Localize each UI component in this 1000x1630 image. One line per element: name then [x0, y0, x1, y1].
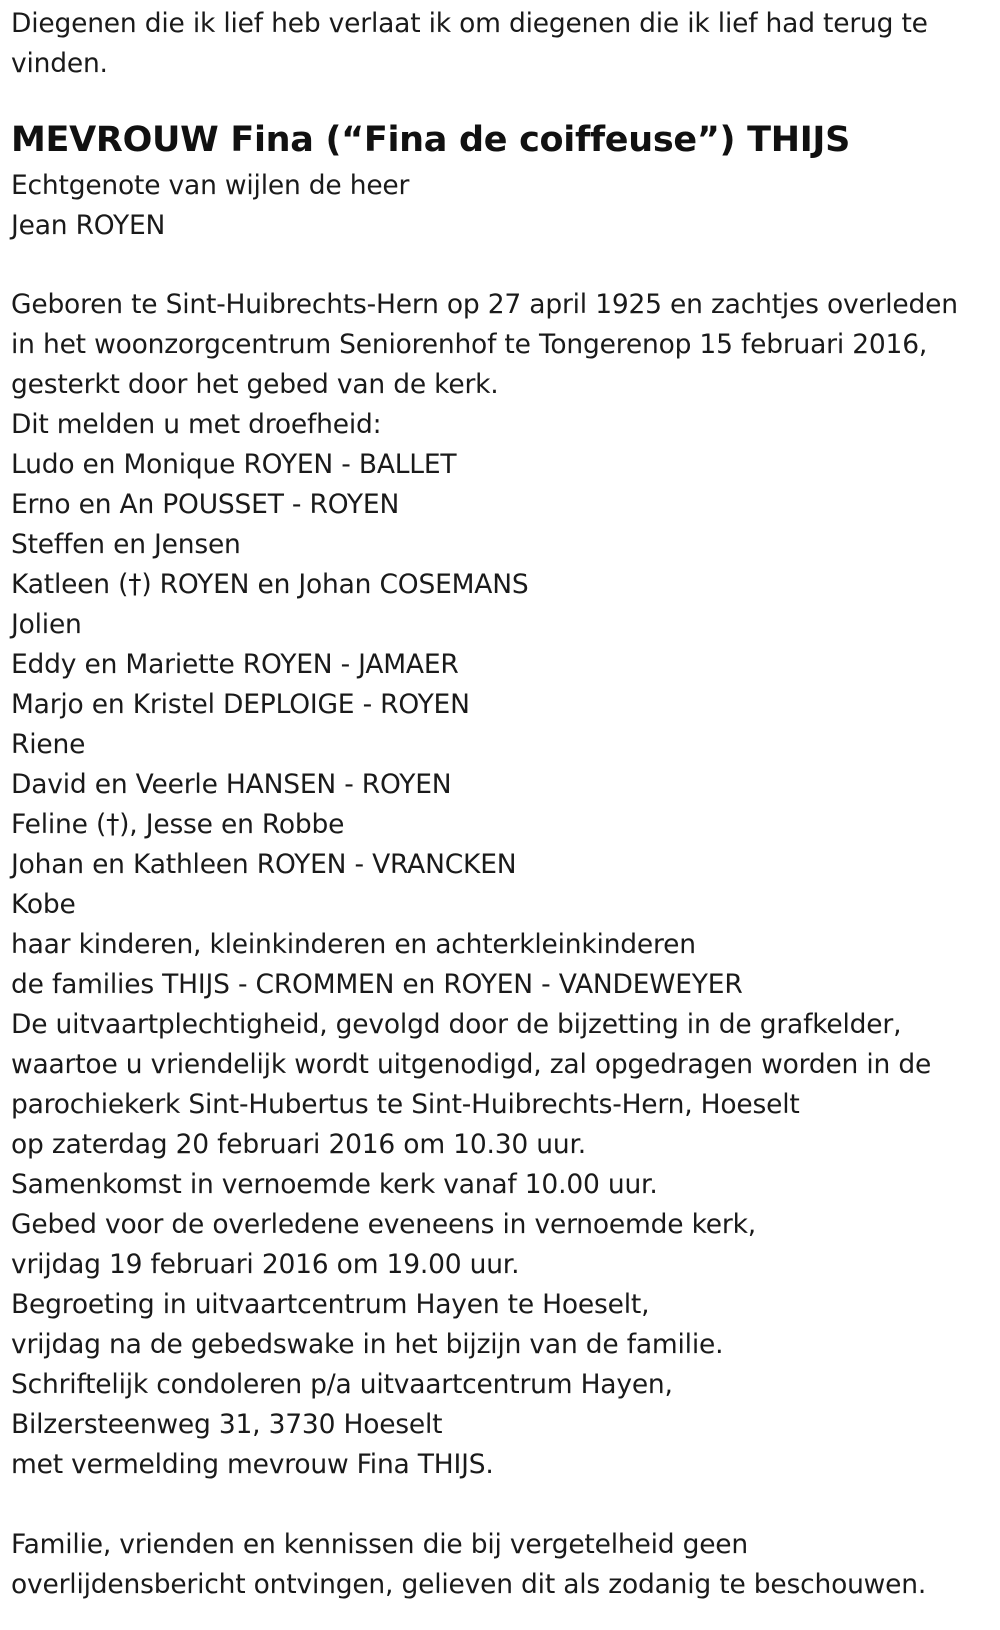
opening-quote-line-2: vinden.	[11, 48, 108, 79]
closing-note	[11, 1525, 990, 1605]
family-list-item: David en Veerle HANSEN - ROYEN	[11, 769, 452, 800]
spouse-line-2: Jean ROYEN	[11, 210, 166, 241]
ceremony-line: vrijdag 19 februari 2016 om 19.00 uur.	[11, 1249, 520, 1280]
family-list-item: Jolien	[11, 609, 82, 640]
ceremony-details	[11, 1005, 990, 1485]
closing-line: overlijdensbericht ontvingen, gelieven dit als zodanig te beschouwen.	[11, 1569, 927, 1600]
ceremony-line: op zaterdag 20 februari 2016 om 10.30 uur.	[11, 1129, 586, 1160]
spacer	[11, 1485, 990, 1525]
ceremony-line: De uitvaartplechtigheid, gevolgd door de bijzetting in de grafkelder,	[11, 1009, 902, 1040]
family-list-item: Kobe	[11, 889, 76, 920]
announcement-intro: Dit melden u met droefheid:	[11, 409, 382, 440]
family-list-item: Riene	[11, 729, 86, 760]
family-list-item: Steffen en Jensen	[11, 529, 241, 560]
family-list-item: Katleen (†) ROYEN en Johan COSEMANS	[11, 569, 529, 600]
ceremony-line: vrijdag na de gebedswake in het bijzijn van de familie.	[11, 1329, 724, 1360]
ceremony-line: Schriftelijk condoleren p/a uitvaartcentrum Hayen,	[11, 1369, 673, 1400]
opening-quote-line-1: Diegenen die ik lief heb verlaat ik om diegenen die ik lief had terug te	[11, 8, 928, 39]
family-list-item: Erno en An POUSSET - ROYEN	[11, 489, 400, 520]
family-list-item: Johan en Kathleen ROYEN - VRANCKEN	[11, 849, 517, 880]
ceremony-line: Begroeting in uitvaartcentrum Hayen te Hoeselt,	[11, 1289, 650, 1320]
closing-line: Familie, vrienden en kennissen die bij vergetelheid geen	[11, 1529, 749, 1560]
family-list-item: haar kinderen, kleinkinderen en achterkleinkinderen	[11, 929, 696, 960]
ceremony-line: met vermelding mevrouw Fina THIJS.	[11, 1449, 494, 1480]
birth-death-line: in het woonzorgcentrum Seniorenhof te Tongerenop 15 februari 2016,	[11, 329, 928, 360]
spouse-line-1: Echtgenote van wijlen de heer	[11, 170, 410, 201]
ceremony-line: Bilzersteenweg 31, 3730 Hoeselt	[11, 1409, 443, 1440]
family-list-item: Marjo en Kristel DEPLOIGE - ROYEN	[11, 689, 470, 720]
ceremony-line: Samenkomst in vernoemde kerk vanaf 10.00 uur.	[11, 1169, 658, 1200]
family-list	[11, 445, 990, 1005]
ceremony-line: Gebed voor de overledene eveneens in vernoemde kerk,	[11, 1209, 756, 1240]
ceremony-line: waartoe u vriendelijk wordt uitgenodigd, zal opgedragen worden in de	[11, 1049, 932, 1080]
birth-death-paragraph	[11, 285, 990, 405]
family-list-item: Eddy en Mariette ROYEN - JAMAER	[11, 649, 459, 680]
deceased-name-title: MEVROUW Fina (“Fina de coiffeuse”) THIJS	[11, 120, 851, 160]
family-list-item: Ludo en Monique ROYEN - BALLET	[11, 449, 457, 480]
ceremony-line: parochiekerk Sint-Hubertus te Sint-Huibrechts-Hern, Hoeselt	[11, 1089, 800, 1120]
spacer	[11, 246, 990, 285]
birth-death-line: gesterkt door het gebed van de kerk.	[11, 369, 499, 400]
birth-death-line: Geboren te Sint-Huibrechts-Hern op 27 april 1925 en zachtjes overleden	[11, 289, 958, 320]
family-list-item: Feline (†), Jesse en Robbe	[11, 809, 345, 840]
family-list-item: de families THIJS - CROMMEN en ROYEN - VANDEWEYER	[11, 969, 743, 1000]
